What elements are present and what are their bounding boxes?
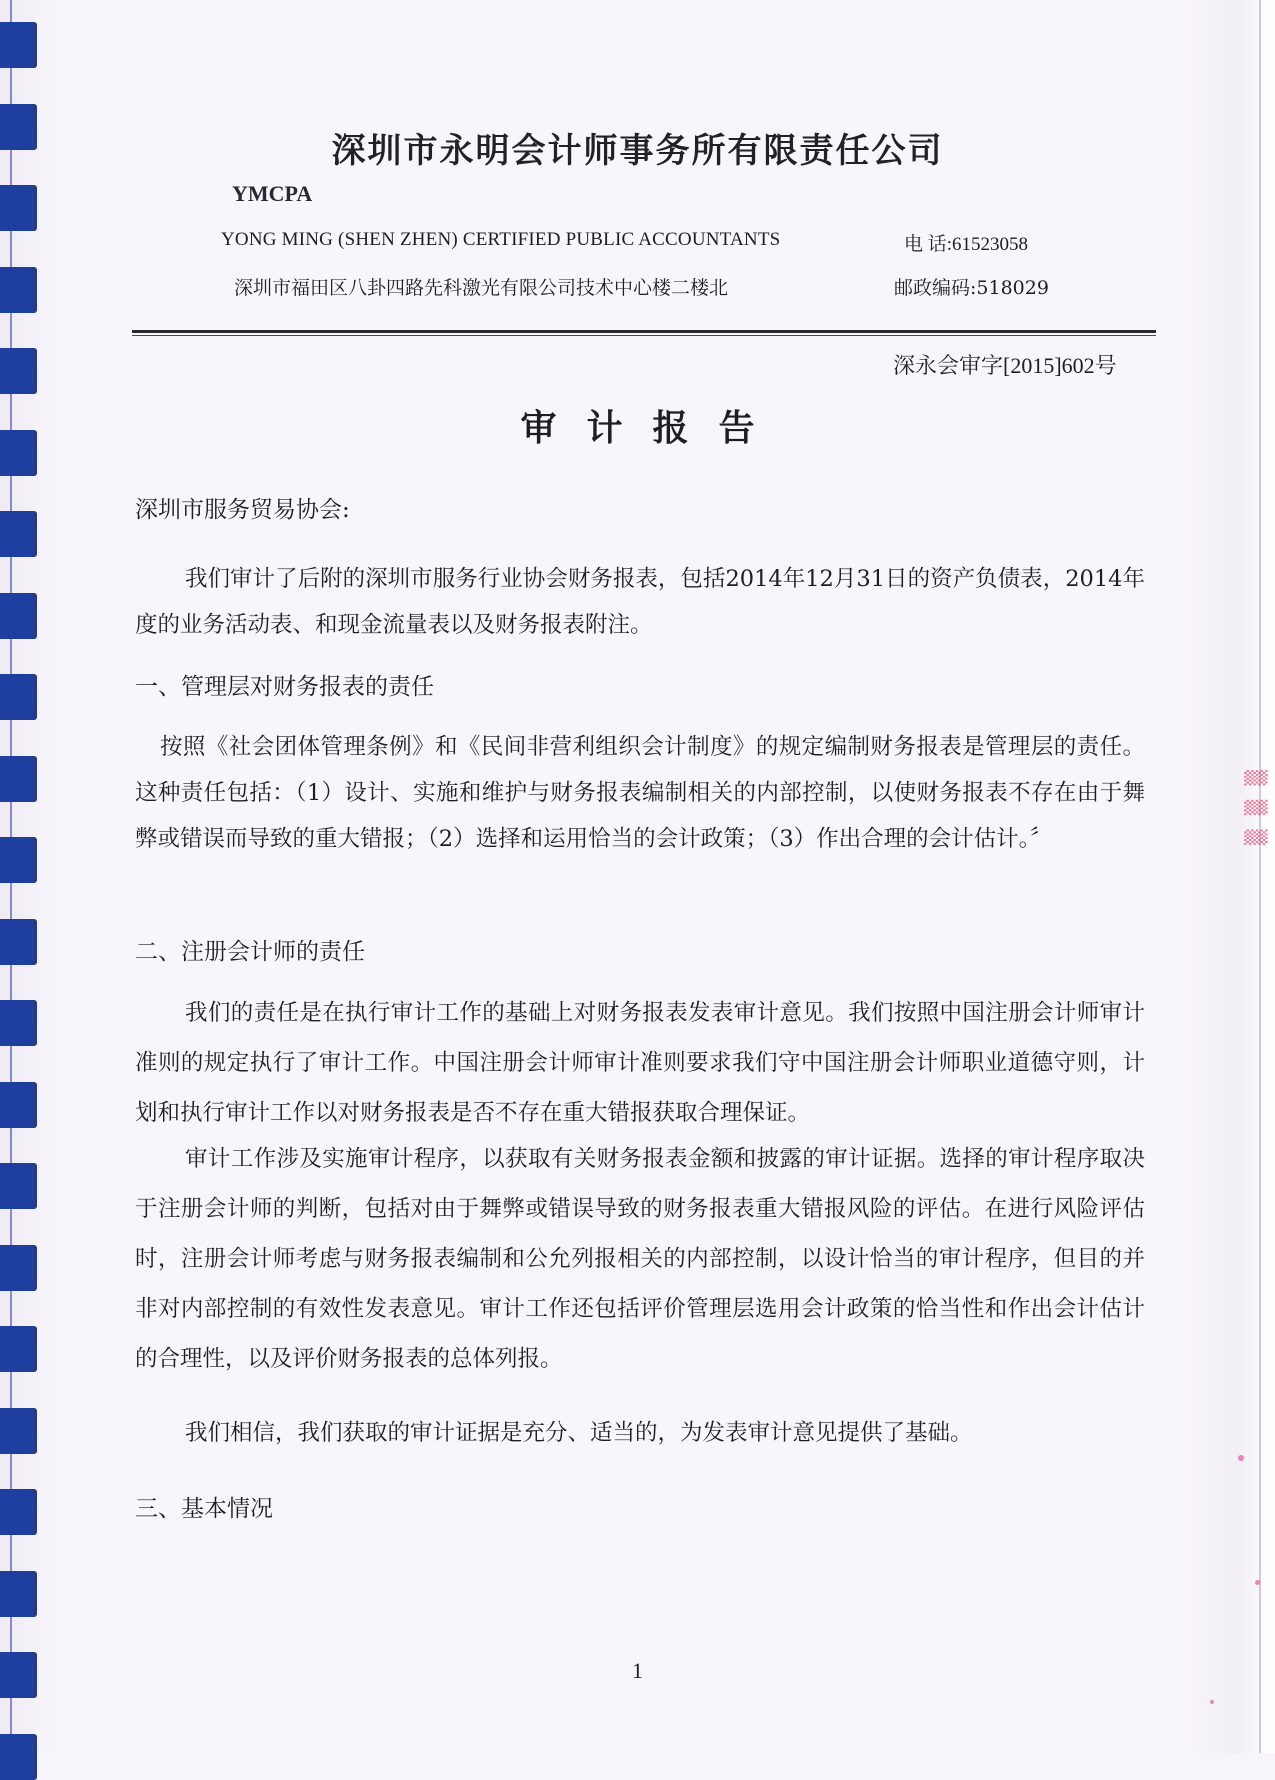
page-number: 1: [632, 1658, 643, 1683]
binding-hole-mark: [0, 348, 37, 394]
intro-paragraph: 我们审计了后附的深圳市服务行业协会财务报表，包括2014年12月31日的资产负债表，2014年度的业务活动表、和现金流量表以及财务报表附注。: [135, 566, 1145, 638]
binding-hole-mark: [0, 756, 37, 802]
binding-hole-mark: [0, 1489, 37, 1535]
binding-hole-mark: [0, 1000, 37, 1046]
binding-hole-mark: [0, 185, 37, 231]
firm-address: 深圳市福田区八卦四路先科激光有限公司技术中心楼二楼北: [234, 277, 729, 299]
binding-hole-mark: [0, 1326, 37, 1372]
binding-hole-mark: [0, 593, 37, 639]
addressee: 深圳市服务贸易协会:: [135, 497, 350, 523]
auditor-responsibility-p2: 审计工作涉及实施审计程序，以获取有关财务报表金额和披露的审计证据。选择的审计程序取决于注册会计师的判断，包括对由于舞弊或错误导致的财务报表重大错报风险的评估。在进行风险评估时，注册会计师考虑与财务报表编制和公允列报相关的内部控制，以设计恰当的审计程序，但目的并非对内部控制的有效性发表意见。审计工作还包括评价管理层选用会计政策的恰当性和作出会计估计的合理性，以及评价财务报表的总体列报。: [135, 1146, 1145, 1372]
binding-hole-mark: [0, 837, 37, 883]
binding-hole-mark: [0, 22, 37, 68]
binding-hole-mark: [0, 267, 37, 313]
binding-hole-mark: [0, 674, 37, 720]
binding-hole-mark: [0, 1082, 37, 1128]
auditor-responsibility-p1: 我们的责任是在执行审计工作的基础上对财务报表发表审计意见。我们按照中国注册会计师审计准则的规定执行了审计工作。中国注册会计师审计准则要求我们守中国注册会计师职业道德守则，计划和执行审计工作以对财务报表是否不存在重大错报获取合理保证。: [135, 1000, 1145, 1126]
firm-name: 深圳市永明会计师事务所有限责任公司: [331, 131, 944, 171]
section-heading-management: 一、管理层对财务报表的责任: [135, 674, 434, 700]
firm-abbreviation: YMCPA: [232, 181, 313, 206]
firm-phone: 电 话:61523058: [904, 234, 1029, 255]
ink-spot: [1255, 1580, 1260, 1585]
binding-hole-mark: [0, 511, 37, 557]
section-heading-auditor: 二、注册会计师的责任: [135, 939, 365, 965]
ink-spot: [1210, 1700, 1214, 1704]
letterhead-divider-thin: [132, 335, 1156, 336]
management-responsibility-text: 按照《社会团体管理条例》和《民间非营利组织会计制度》的规定编制财务报表是管理层的责任。这种责任包括：（1）设计、实施和维护与财务报表编制相关的内部控制，以使财务报表不存在由于舞弊或错误而导致的重大错报；（2）选择和运用恰当的会计政策；（3）作出合理的会计估计。〞: [135, 734, 1145, 852]
binding-hole-mark: [0, 1571, 37, 1617]
binding-hole-mark: [0, 919, 37, 965]
ink-spot: [1238, 1455, 1244, 1461]
firm-english-name: YONG MING (SHEN ZHEN) CERTIFIED PUBLIC ACCOUNTANTS: [221, 229, 781, 250]
binding-hole-mark: [0, 1734, 37, 1780]
partial-seal-stamp: ▒ ▒ ▒: [1244, 770, 1268, 849]
document-number: 深永会审字[2015]602号: [893, 353, 1117, 378]
binding-hole-mark: [0, 1163, 37, 1209]
binding-hole-mark: [0, 1245, 37, 1291]
section-heading-basic-info: 三、基本情况: [135, 1496, 273, 1522]
report-title: 审计报告: [520, 408, 785, 449]
binding-strip: [0, 0, 48, 1753]
binding-hole-mark: [0, 1408, 37, 1454]
letterhead-divider: [132, 330, 1156, 333]
firm-postcode: 邮政编码:518029: [894, 277, 1049, 299]
auditor-responsibility-p3: 我们相信，我们获取的审计证据是充分、适当的，为发表审计意见提供了基础。: [185, 1420, 973, 1446]
